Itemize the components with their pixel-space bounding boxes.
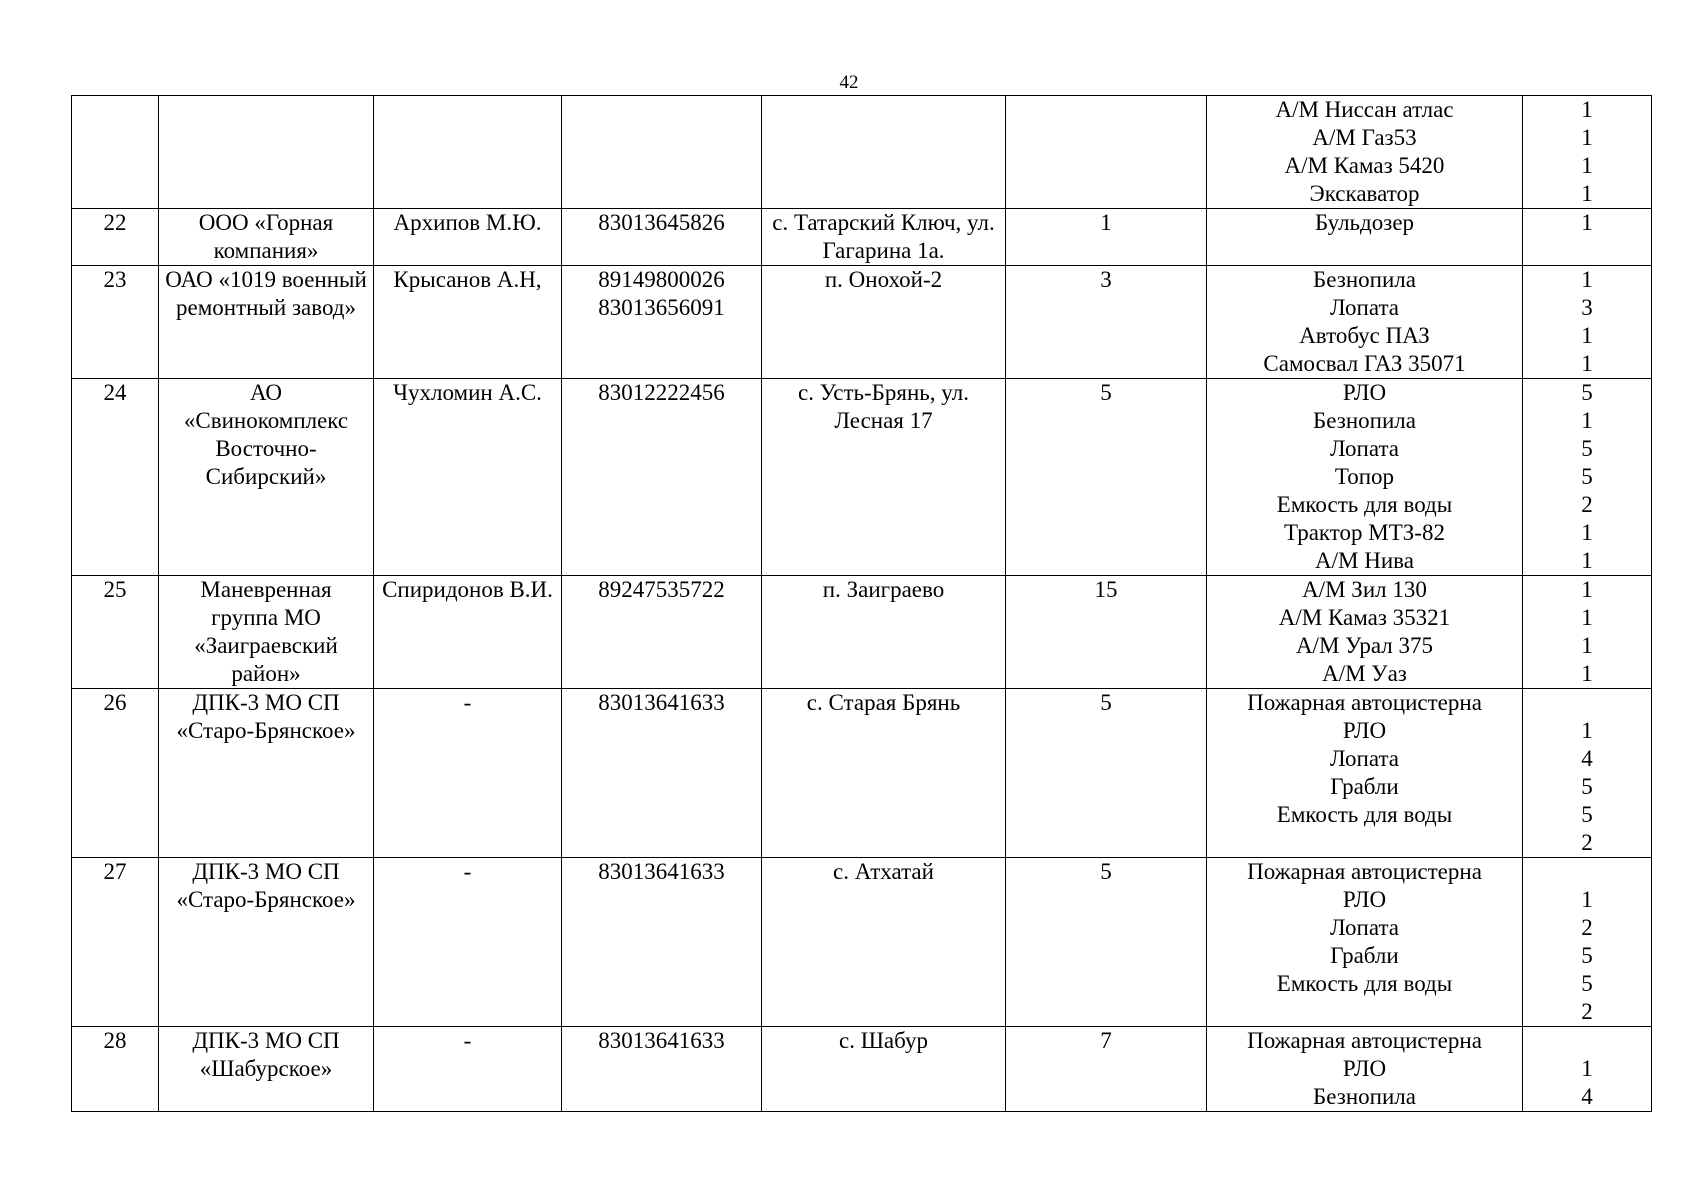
table-row [72, 209, 1652, 266]
page-number: 42 [839, 72, 859, 93]
equipment-quantity: 5 1 5 5 2 1 1 [1523, 379, 1652, 576]
phone-number: 83012222456 [562, 379, 762, 576]
address [762, 96, 1006, 209]
equipment-list: Пожарная автоцистерна РЛО Безнопила [1207, 1027, 1523, 1112]
table-row [72, 379, 1652, 576]
row-number: 25 [72, 576, 159, 689]
equipment-quantity: 1 3 1 1 [1523, 266, 1652, 379]
address: с. Усть-Брянь, ул. Лесная 17 [762, 379, 1006, 576]
phone-number: 83013641633 [562, 689, 762, 858]
responsible-person: Архипов М.Ю. [374, 209, 562, 266]
phone-number: 89149800026 83013656091 [562, 266, 762, 379]
phone-number: 89247535722 [562, 576, 762, 689]
personnel-count: 5 [1006, 858, 1207, 1027]
organization-name: ДПК-3 МО СП «Шабурское» [159, 1027, 374, 1112]
table-row [72, 266, 1652, 379]
responsible-person: Чухломин А.С. [374, 379, 562, 576]
equipment-quantity: 1 1 1 1 [1523, 96, 1652, 209]
equipment-quantity: 1 1 1 1 [1523, 576, 1652, 689]
equipment-list: Бульдозер [1207, 209, 1523, 266]
responsible-person: - [374, 689, 562, 858]
equipment-quantity: 1 2 5 5 2 [1523, 858, 1652, 1027]
equipment-quantity: 1 4 [1523, 1027, 1652, 1112]
responsible-person: Крысанов А.Н, [374, 266, 562, 379]
responsible-person [374, 96, 562, 209]
personnel-count: 15 [1006, 576, 1207, 689]
table-row [72, 1027, 1652, 1112]
phone-number [562, 96, 762, 209]
address: с. Татарский Ключ, ул. Гагарина 1а. [762, 209, 1006, 266]
table-row [72, 858, 1652, 1027]
equipment-list: Безнопила Лопата Автобус ПАЗ Самосвал ГАЗ 35071 [1207, 266, 1523, 379]
table-row [72, 689, 1652, 858]
address: с. Шабур [762, 1027, 1006, 1112]
row-number: 27 [72, 858, 159, 1027]
organization-name [159, 96, 374, 209]
equipment-list: Пожарная автоцистерна РЛО Лопата Грабли Емкость для воды [1207, 689, 1523, 858]
personnel-count [1006, 96, 1207, 209]
address: п. Онохой-2 [762, 266, 1006, 379]
row-number: 26 [72, 689, 159, 858]
phone-number: 83013641633 [562, 1027, 762, 1112]
row-number [72, 96, 159, 209]
phone-number: 83013641633 [562, 858, 762, 1027]
organization-name: ООО «Горная компания» [159, 209, 374, 266]
equipment-list: А/М Ниссан атлас А/М Газ53 А/М Камаз 5420 Экскаватор [1207, 96, 1523, 209]
organization-name: ДПК-3 МО СП «Старо-Брянское» [159, 858, 374, 1027]
table-row [72, 96, 1652, 209]
address: с. Старая Брянь [762, 689, 1006, 858]
equipment-quantity: 1 4 5 5 2 [1523, 689, 1652, 858]
personnel-count: 3 [1006, 266, 1207, 379]
address: с. Атхатай [762, 858, 1006, 1027]
table-row [72, 576, 1652, 689]
phone-number: 83013645826 [562, 209, 762, 266]
organization-name: Маневренная группа МО «Заиграевский район» [159, 576, 374, 689]
personnel-count: 7 [1006, 1027, 1207, 1112]
organization-name: ОАО «1019 военный ремонтный завод» [159, 266, 374, 379]
row-number: 23 [72, 266, 159, 379]
row-number: 28 [72, 1027, 159, 1112]
responsible-person: - [374, 858, 562, 1027]
row-number: 22 [72, 209, 159, 266]
equipment-list: Пожарная автоцистерна РЛО Лопата Грабли Емкость для воды [1207, 858, 1523, 1027]
row-number: 24 [72, 379, 159, 576]
address: п. Заиграево [762, 576, 1006, 689]
personnel-count: 5 [1006, 689, 1207, 858]
equipment-quantity: 1 [1523, 209, 1652, 266]
personnel-count: 5 [1006, 379, 1207, 576]
responsible-person: - [374, 1027, 562, 1112]
equipment-list: А/М Зил 130 А/М Камаз 35321 А/М Урал 375 А/М Уаз [1207, 576, 1523, 689]
resources-table [71, 95, 1652, 1112]
responsible-person: Спиридонов В.И. [374, 576, 562, 689]
organization-name: АО «Свинокомплекс Восточно-Сибирский» [159, 379, 374, 576]
organization-name: ДПК-3 МО СП «Старо-Брянское» [159, 689, 374, 858]
personnel-count: 1 [1006, 209, 1207, 266]
equipment-list: РЛО Безнопила Лопата Топор Емкость для воды Трактор МТЗ-82 А/М Нива [1207, 379, 1523, 576]
